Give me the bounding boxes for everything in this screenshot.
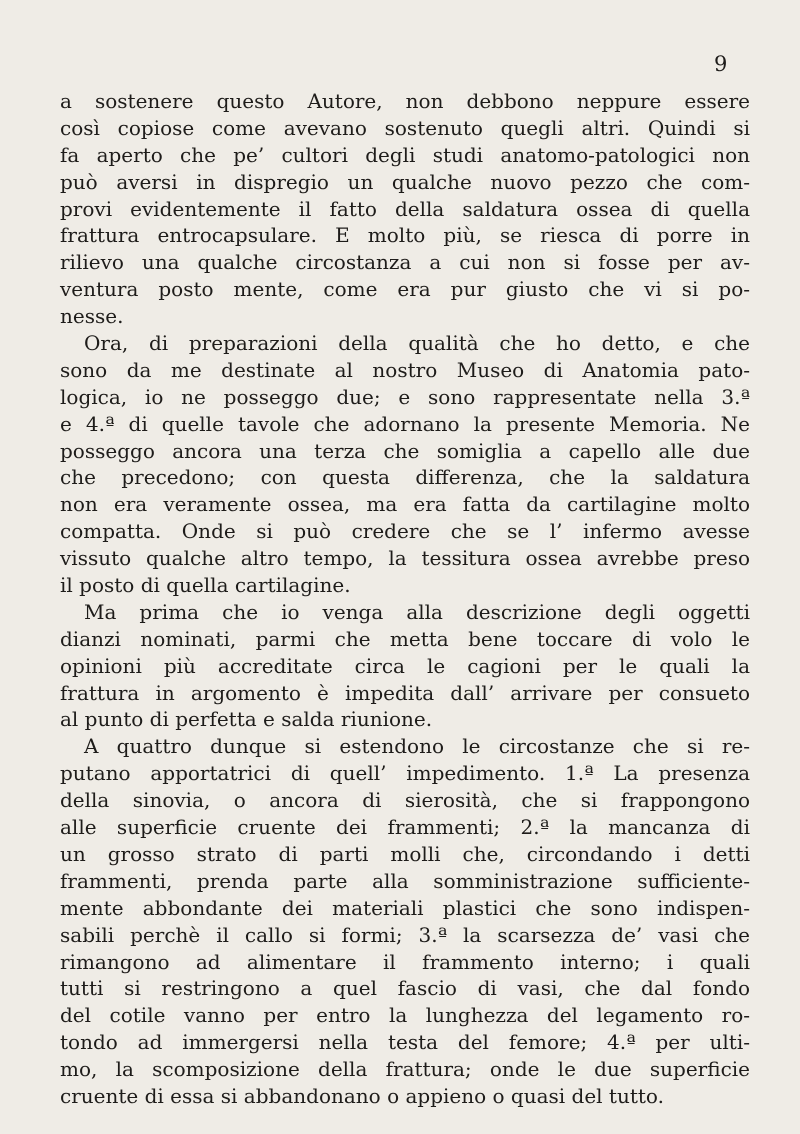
text-line: sabili perchè il callo si formi; 3.ª la scarsezza de’ vasi che	[60, 922, 750, 947]
text-line: dianzi nominati, parmi che metta bene toccare di volo le	[60, 626, 750, 651]
text-line: frattura in argomento è impedita dall’ arrivare per consueto	[60, 680, 750, 705]
text-line: fa aperto che pe’ cultori degli studi anatomo-patologici non	[60, 142, 750, 167]
text-line: al punto di perfetta e salda riunione.	[60, 707, 433, 732]
text-line: putano apportatrici di quell’ impedimento. 1.ª La presenza	[60, 761, 750, 786]
text-line: provi evidentemente il fatto della saldatura ossea di quella	[60, 196, 750, 221]
text-line: opinioni più accreditate circa le cagioni per le quali la	[60, 653, 750, 678]
text-line: frammenti, prenda parte alla somministrazione sufficiente-	[60, 868, 750, 893]
text-line: ventura posto mente, come era pur giusto che vi si po-	[60, 277, 750, 302]
paragraph	[60, 733, 750, 1109]
paragraph	[60, 88, 750, 330]
text-line: della sinovia, o ancora di sierosità, che si frappongono	[60, 788, 750, 813]
text-line: può aversi in dispregio un qualche nuovo pezzo che com-	[60, 169, 750, 194]
page-number: 9	[714, 52, 728, 76]
text-line: vissuto qualche altro tempo, la tessitura ossea avrebbe preso	[60, 546, 750, 571]
text-line: che precedono; con questa differenza, che la saldatura	[60, 465, 750, 490]
text-line: tondo ad immergersi nella testa del femore; 4.ª per ulti-	[60, 1030, 750, 1055]
text-line: e 4.ª di quelle tavole che adornano la presente Memoria. Ne	[60, 411, 750, 436]
text-line: cruente di essa si abbandonano o appieno o quasi del tutto.	[60, 1083, 664, 1108]
text-line: Ma prima che io venga alla descrizione degli oggetti	[84, 599, 750, 624]
text-line: Ora, di preparazioni della qualità che ho detto, e che	[84, 331, 750, 356]
text-line: rilievo una qualche circostanza a cui non si fosse per av-	[60, 250, 750, 275]
text-line: il posto di quella cartilagine.	[60, 573, 351, 598]
text-line: A quattro dunque si estendono le circostanze che si re-	[84, 734, 750, 759]
paragraph	[60, 330, 750, 599]
text-line: compatta. Onde si può credere che se l’ infermo avesse	[60, 519, 750, 544]
text-line: sono da me destinate al nostro Museo di Anatomia pato-	[60, 357, 750, 382]
text-line: mente abbondante dei materiali plastici che sono indispen-	[60, 895, 750, 920]
text-line: tutti si restringono a quel fascio di vasi, che dal fondo	[60, 976, 750, 1001]
text-line: logica, io ne posseggo due; e sono rappresentate nella 3.ª	[60, 384, 750, 409]
text-line: nesse.	[60, 304, 124, 329]
text-line: posseggo ancora una terza che somiglia a capello alle due	[60, 438, 750, 463]
body-text	[60, 88, 750, 1110]
text-line: rimangono ad alimentare il frammento interno; i quali	[60, 949, 750, 974]
text-line: così copiose come avevano sostenuto quegli altri. Quindi si	[60, 115, 750, 140]
text-line: del cotile vanno per entro la lunghezza del legamento ro-	[60, 1003, 750, 1028]
text-line: alle superficie cruente dei frammenti; 2.ª la mancanza di	[60, 815, 750, 840]
text-line: mo, la scomposizione della frattura; onde le due superficie	[60, 1057, 750, 1082]
text-line: frattura entrocapsulare. E molto più, se riesca di porre in	[60, 223, 750, 248]
text-line: un grosso strato di parti molli che, circondando i detti	[60, 841, 750, 866]
paragraph	[60, 599, 750, 733]
text-line: a sostenere questo Autore, non debbono neppure essere	[60, 89, 750, 113]
text-line: non era veramente ossea, ma era fatta da cartilagine molto	[60, 492, 750, 517]
